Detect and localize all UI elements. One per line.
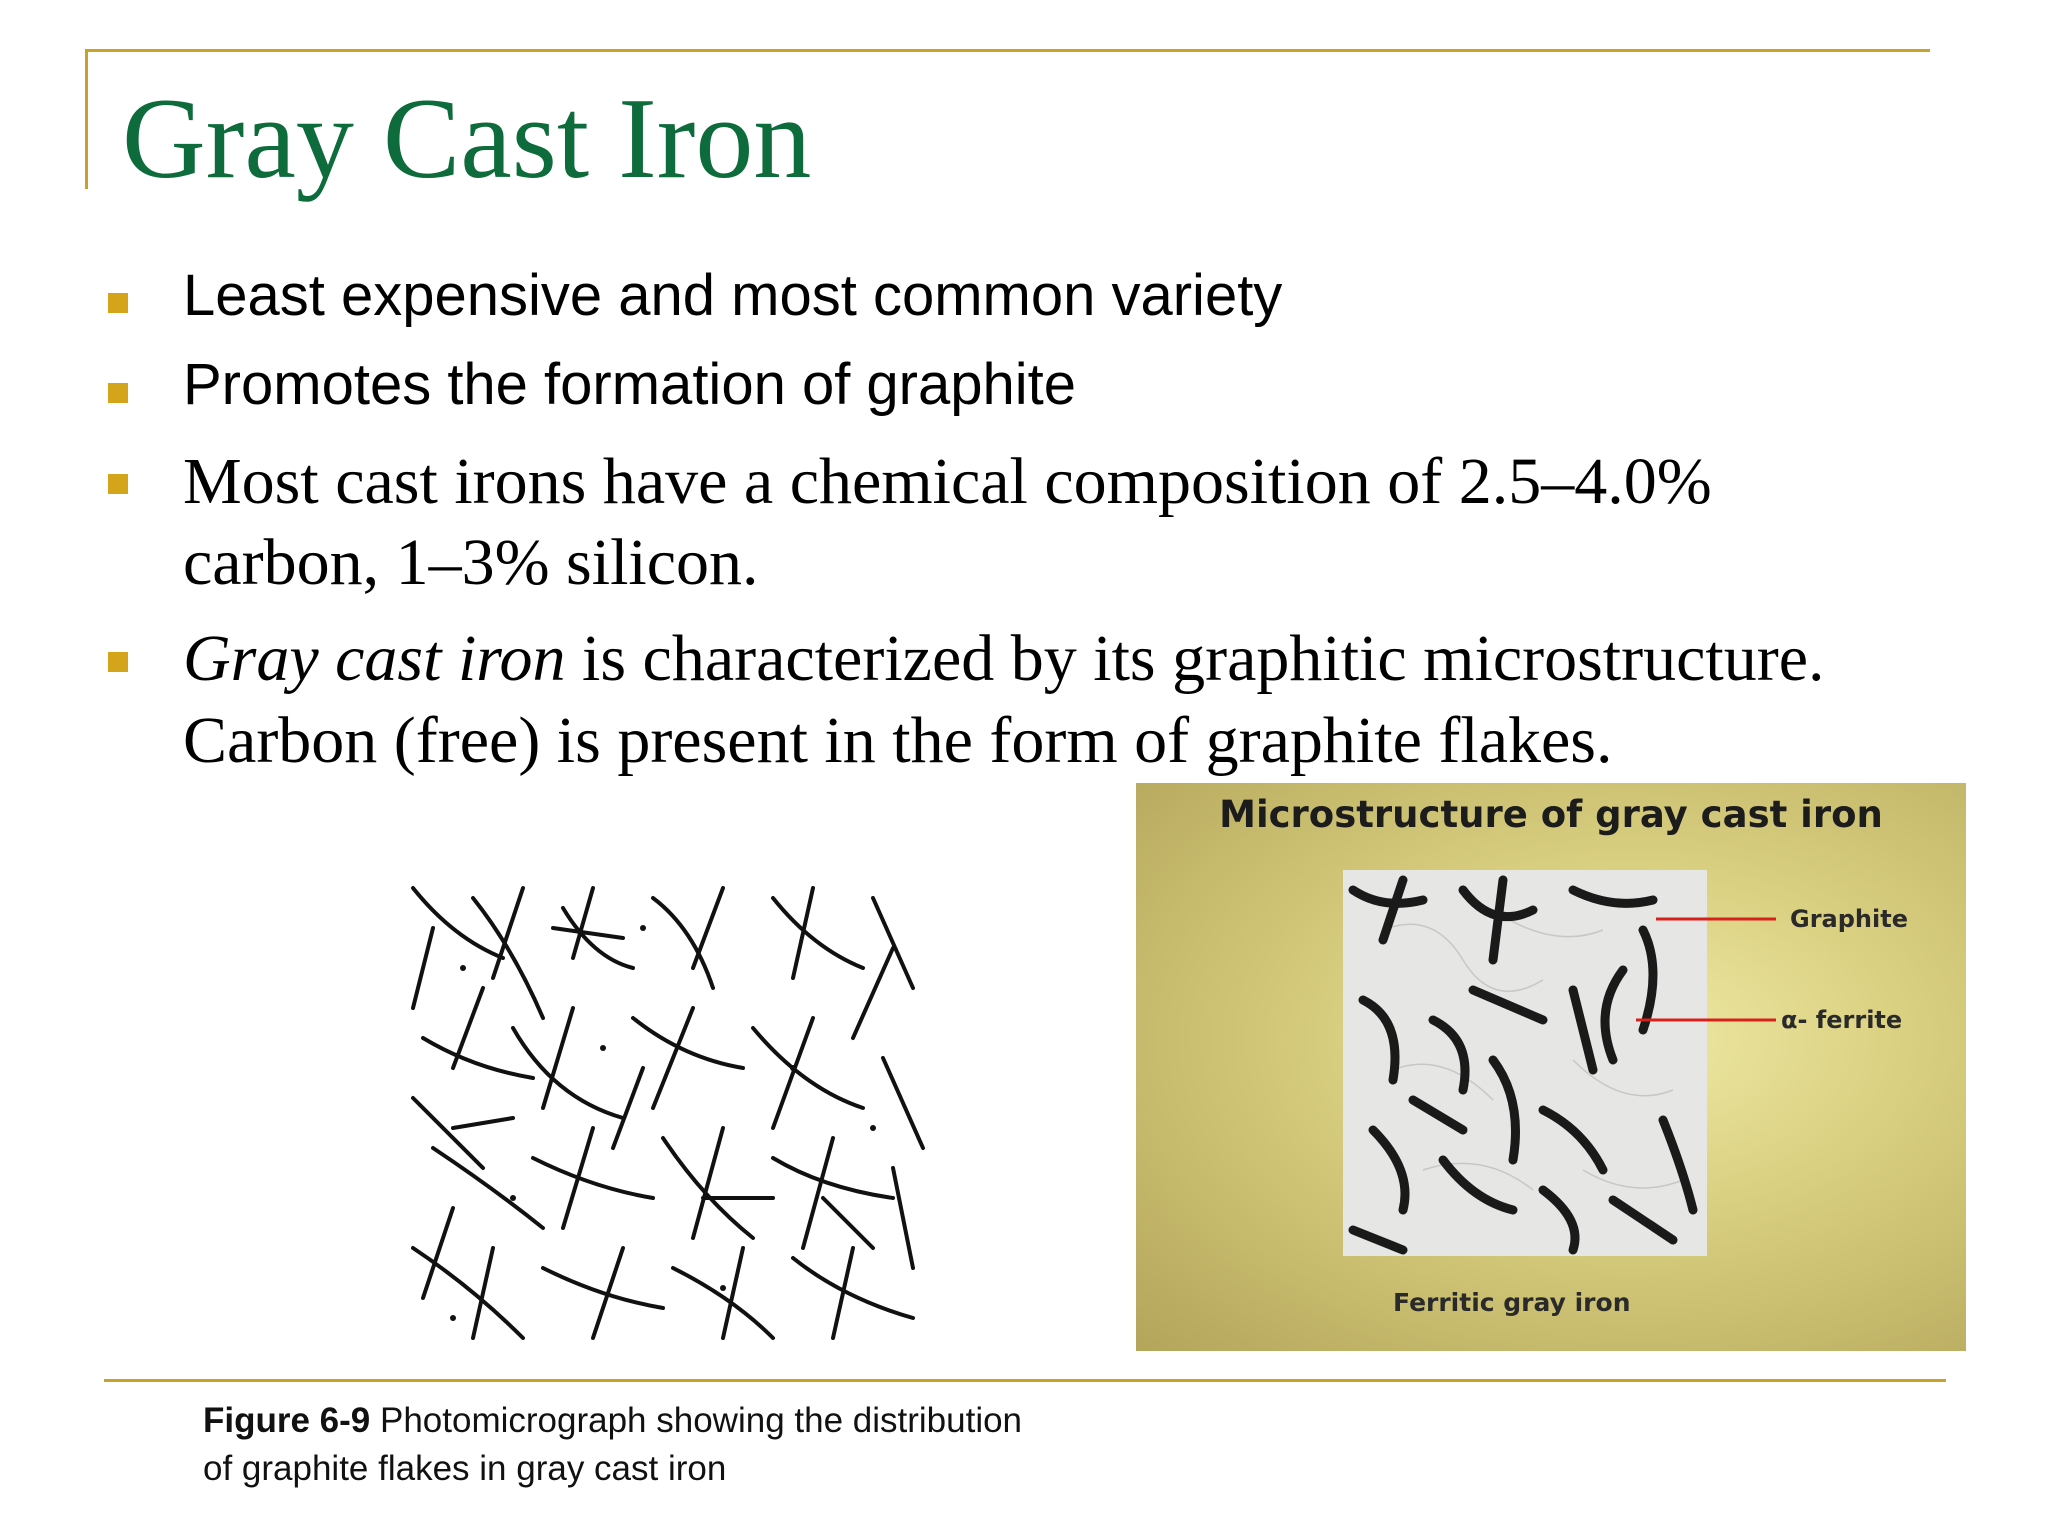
slide-title: Gray Cast Iron [122,75,812,203]
bullet-3-line-1: Most cast irons have a chemical composition of 2.5–4.0% [183,445,1712,518]
ferritic-gray-iron-label: Ferritic gray iron [1393,1288,1631,1317]
bullet-marker [108,652,128,672]
microstructure-figure [1136,783,1966,1351]
bullet-4-rest: is characterized by its graphitic microstructure. [565,622,1825,695]
bullet-2: Promotes the formation of graphite [183,352,1077,417]
graphite-flakes-image [393,868,941,1358]
bullet-marker [108,474,128,494]
photomicrograph-bw [393,868,941,1358]
bullet-marker [108,383,128,403]
left-border [85,49,88,189]
bottom-rule [104,1379,1946,1382]
bullet-4-line-1 [183,617,1825,701]
ferrite-label: α- ferrite [1781,1006,1903,1034]
figure-caption [203,1397,1022,1493]
bullet-marker [108,293,128,313]
pointer-arrows [1136,783,1966,1351]
bullet-1: Least expensive and most common variety [183,263,1283,328]
graphite-label: Graphite [1790,905,1908,933]
bullet-3-line-2: carbon, 1–3% silicon. [183,526,759,599]
top-border [85,49,1930,52]
caption-line-1 [203,1397,1022,1445]
bullet-4-line-2: Carbon (free) is present in the form of graphite flakes. [183,704,1613,777]
bullet-4-italic: Gray cast iron [183,622,566,695]
caption-line-2: of graphite flakes in gray cast iron [203,1449,727,1488]
caption-text-1: Photomicrograph showing the distribution [370,1401,1023,1440]
caption-figure-number: Figure 6-9 [203,1401,371,1440]
microstructure-title: Microstructure of gray cast iron [1219,793,1883,836]
